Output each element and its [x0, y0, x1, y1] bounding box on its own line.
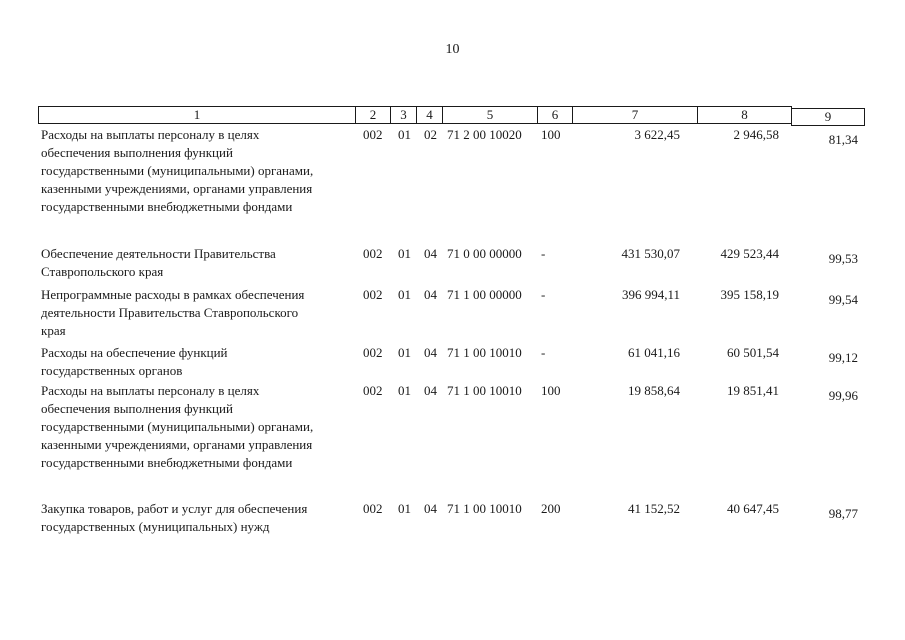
cell-section: 01	[398, 501, 411, 516]
header-col-2: 2	[355, 106, 391, 124]
cell-expense-type: 200	[541, 501, 561, 516]
row-description: Расходы на выплаты персоналу в целях обеспечения выполнения функций государственными (муниципальными) органами, казенными учреждениями, органами управления государственными внебюджетными фондами	[41, 383, 314, 470]
cell-subsection: 02	[424, 127, 437, 142]
cell-section: 01	[398, 287, 411, 302]
cell-section: 01	[398, 345, 411, 360]
header-col-3: 3	[390, 106, 417, 124]
cell-planned: 41 152,52	[628, 501, 680, 516]
cell-subsection: 04	[424, 383, 437, 398]
cell-percent: 81,34	[828, 132, 858, 147]
cell-target-article: 71 1 00 10010	[447, 383, 522, 398]
cell-ministry: 002	[363, 127, 383, 142]
cell-ministry: 002	[363, 501, 383, 516]
cell-target-article: 71 2 00 10020	[447, 127, 522, 142]
cell-target-article: 71 1 00 10010	[447, 501, 522, 516]
cell-percent: 99,96	[828, 388, 858, 403]
table-header	[38, 106, 865, 124]
cell-planned: 3 622,45	[634, 127, 680, 142]
row-description: Расходы на выплаты персоналу в целях обеспечения выполнения функций государственными (муниципальными) органами, казенными учреждениями, органами управления государственными внебюджетными фондами	[41, 127, 314, 214]
cell-subsection: 04	[424, 501, 437, 516]
cell-planned: 431 530,07	[621, 246, 680, 261]
cell-ministry: 002	[363, 246, 383, 261]
cell-expense-type: -	[541, 287, 546, 302]
header-col-6: 6	[537, 106, 573, 124]
cell-section: 01	[398, 383, 411, 398]
cell-section: 01	[398, 127, 411, 142]
cell-expense-type: -	[541, 345, 546, 360]
cell-subsection: 04	[424, 345, 437, 360]
header-col-4: 4	[416, 106, 443, 124]
cell-executed: 60 501,54	[727, 345, 779, 360]
row-description: Закупка товаров, работ и услуг для обеспечения государственных (муниципальных) нужд	[41, 501, 308, 534]
cell-ministry: 002	[363, 345, 383, 360]
cell-section: 01	[398, 246, 411, 261]
cell-subsection: 04	[424, 287, 437, 302]
cell-expense-type: 100	[541, 127, 561, 142]
cell-percent: 98,77	[828, 506, 858, 521]
cell-percent: 99,53	[828, 251, 858, 266]
cell-target-article: 71 1 00 00000	[447, 287, 522, 302]
row-description: Непрограммные расходы в рамках обеспечения деятельности Правительства Ставропольского края	[41, 287, 305, 338]
page-number: 10	[445, 42, 460, 57]
cell-executed: 429 523,44	[720, 246, 779, 261]
cell-planned: 396 994,11	[621, 287, 680, 302]
header-col-8: 8	[697, 106, 792, 124]
cell-planned: 19 858,64	[628, 383, 680, 398]
cell-executed: 2 946,58	[733, 127, 779, 142]
cell-executed: 19 851,41	[727, 383, 779, 398]
header-col-7: 7	[572, 106, 698, 124]
cell-planned: 61 041,16	[628, 345, 680, 360]
header-col-5: 5	[442, 106, 538, 124]
cell-expense-type: 100	[541, 383, 561, 398]
cell-executed: 40 647,45	[727, 501, 779, 516]
row-description: Обеспечение деятельности Правительства Ставропольского края	[41, 246, 276, 279]
header-col-1: 1	[38, 106, 356, 124]
cell-percent: 99,12	[828, 350, 858, 365]
cell-subsection: 04	[424, 246, 437, 261]
cell-expense-type: -	[541, 246, 546, 261]
cell-target-article: 71 0 00 00000	[447, 246, 522, 261]
row-description: Расходы на обеспечение функций государственных органов	[41, 345, 228, 378]
cell-percent: 99,54	[828, 292, 858, 307]
cell-ministry: 002	[363, 383, 383, 398]
header-col-9: 9	[791, 108, 865, 126]
cell-executed: 395 158,19	[720, 287, 779, 302]
cell-ministry: 002	[363, 287, 383, 302]
cell-target-article: 71 1 00 10010	[447, 345, 522, 360]
